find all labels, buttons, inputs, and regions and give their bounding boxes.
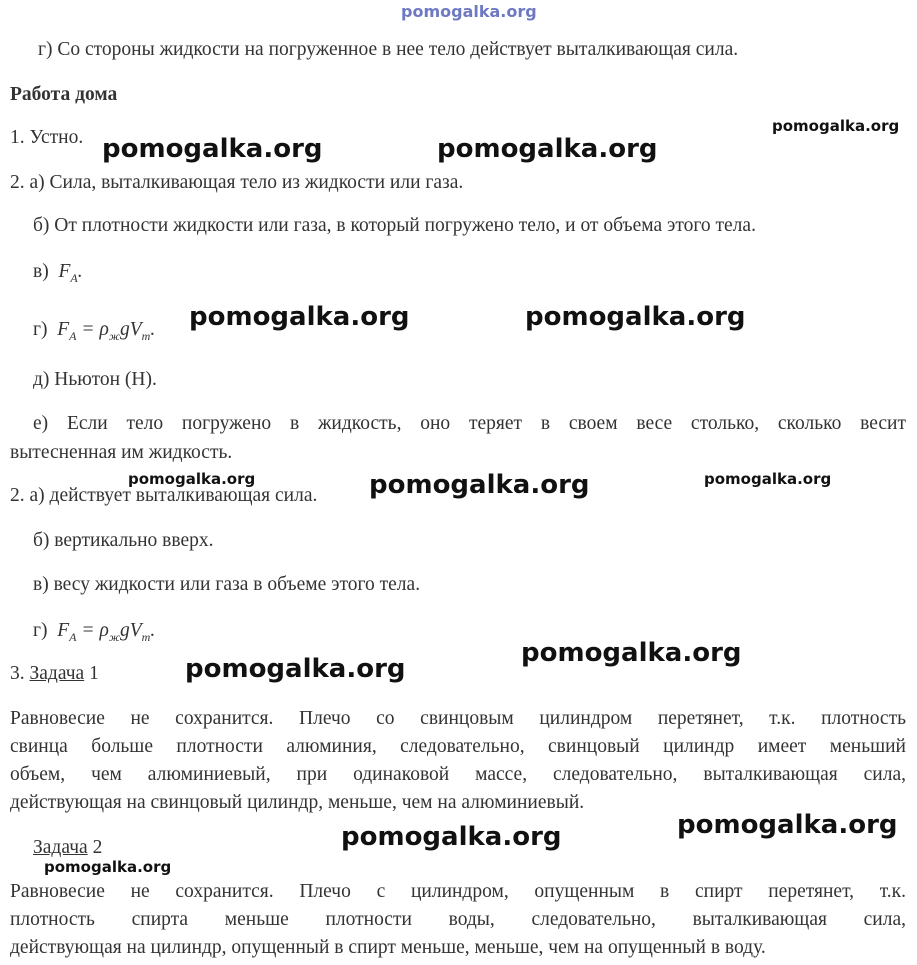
task-1-number: 1 — [89, 663, 99, 684]
item-2v-prefix: в) — [33, 261, 49, 282]
task-1-line-2: свинца больше плотности алюминия, следовательно, свинцовый цилиндр имеет меньший — [10, 736, 906, 757]
formula-f: F — [58, 261, 71, 282]
item-3 — [10, 660, 99, 688]
watermark: pomogalka.org — [185, 654, 406, 684]
formula-archimedes-2: $F_A = \rho_жgV_m$. — [57, 620, 156, 644]
formula-archimedes: $F_A = \rho_жgV_m$. — [57, 319, 156, 343]
formula-fa — [54, 261, 83, 285]
watermark: pomogalka.org — [44, 858, 172, 876]
watermark: pomogalka.org — [521, 638, 742, 668]
formula-dot: . — [77, 261, 83, 282]
watermark: pomogalka.org — [677, 810, 898, 840]
site-header-watermark: pomogalka.org — [401, 2, 537, 21]
item-q2b: б) вертикально вверх. — [33, 530, 214, 551]
formula-f-sub: A — [70, 270, 78, 285]
task-2-number: 2 — [92, 837, 103, 858]
watermark: pomogalka.org — [437, 134, 658, 164]
watermark: pomogalka.org — [525, 302, 746, 332]
task-2-line-2: плотность спирта меньше плотности воды, следовательно, выталкивающая сила, — [10, 909, 906, 930]
watermark: pomogalka.org — [189, 302, 410, 332]
watermark: pomogalka.org — [704, 470, 832, 488]
intro-line: г) Со стороны жидкости на погруженное в нее тело действует выталкивающая сила. — [38, 39, 739, 60]
item-2a: 2. а) Сила, выталкивающая тело из жидкости или газа. — [10, 172, 464, 193]
task-2-label: Задача — [33, 837, 88, 858]
task-1-label: Задача — [29, 663, 85, 684]
task-2-line-3: действующая на цилиндр, опущенный в спирт меньше, меньше, чем на опущенный в воду. — [10, 937, 766, 958]
item-1: 1. Устно. — [10, 127, 84, 148]
item-2b: б) От плотности жидкости или газа, в который погружено тело, и от объема этого тела. — [33, 215, 756, 236]
task-1-line-1: Равновесие не сохранится. Плечо со свинцовым цилиндром перетянет, т.к. плотность — [10, 708, 906, 729]
task-2-line-1: Равновесие не сохранится. Плечо с цилиндром, опущенным в спирт перетянет, т.к. — [10, 881, 906, 902]
watermark: pomogalka.org — [772, 117, 900, 135]
task-1-line-3: объем, чем алюминиевый, при одинаковой массе, следовательно, выталкивающая сила, — [10, 764, 906, 785]
item-2v — [33, 258, 83, 286]
item-q2g — [33, 617, 155, 645]
item-2g-prefix: г) — [33, 319, 48, 340]
item-2e-line-2: вытесненная им жидкость. — [10, 442, 233, 463]
item-q2v: в) весу жидкости или газа в объеме этого тела. — [33, 574, 421, 595]
item-q2g-prefix: г) — [33, 620, 48, 641]
item-2g — [33, 316, 155, 344]
item-q2a: 2. а) действует выталкивающая сила. — [10, 485, 318, 506]
watermark: pomogalka.org — [102, 134, 323, 164]
task-1-line-4: действующая на свинцовый цилиндр, меньше, чем на алюминиевый. — [10, 792, 585, 813]
item-2d: д) Ньютон (Н). — [33, 369, 157, 390]
item-2e-line-1: е) Если тело погружено в жидкость, оно теряет в своем весе столько, сколько весит — [33, 413, 906, 434]
item-3-prefix: 3. — [10, 663, 25, 684]
watermark: pomogalka.org — [128, 470, 256, 488]
watermark: pomogalka.org — [369, 470, 590, 500]
watermark: pomogalka.org — [341, 822, 562, 852]
section-title: Работа дома — [10, 84, 118, 105]
